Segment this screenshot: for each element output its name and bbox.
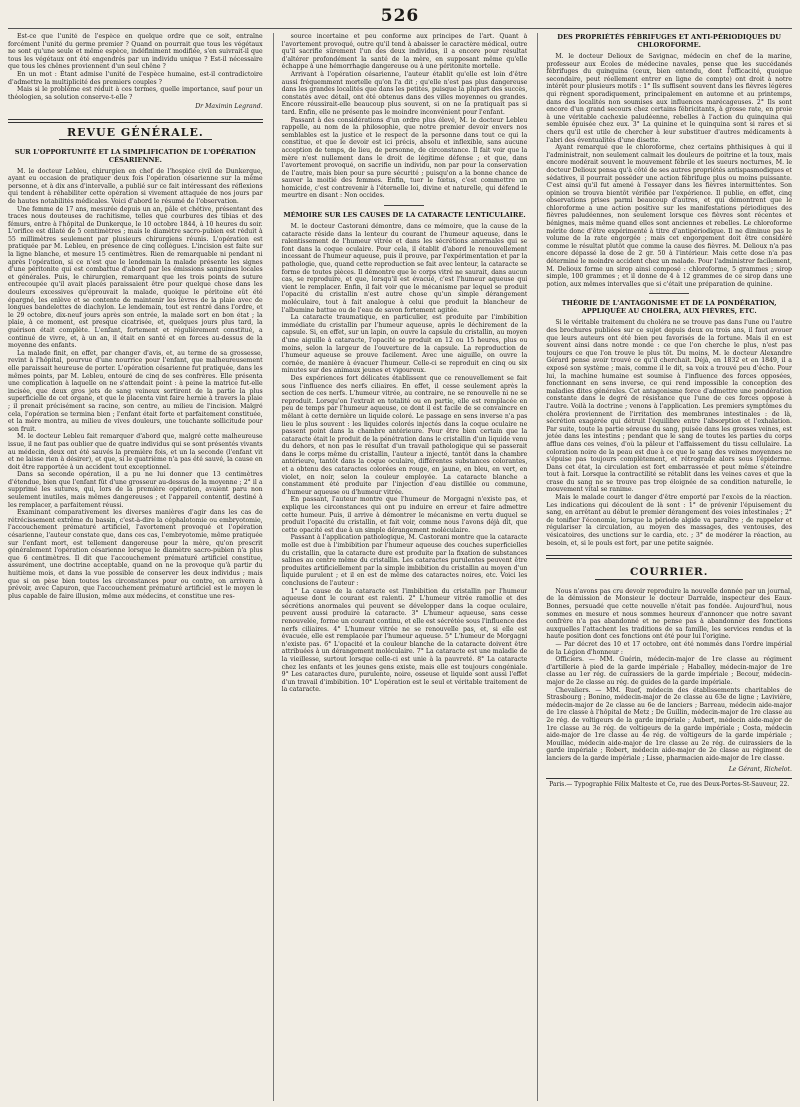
paragraph: Est-ce que l'unité de l'espèce en quelque ordre que ce soit, entraîne forcément l'unité du germe premier ? Quand on pourrait que tous les végétaux ne sont qu'une seule et même espèce, indéfiniment modifiée, s'en suivrait-il que tous les végétaux ont été engendrés par un individu unique ? Est-il nécessaire que tous les chênes proviennent d'un seul chêne ? xyxy=(8,33,263,71)
paragraph: Ayant remarqué que le chloroforme, chez certains phthisiques à qui il l'administrait, non seulement calmait les douleurs de poitrine et la toux, mais encore modérait souvent le mouvement fébrile et les sueurs nocturnes, M. le docteur Delioux pensa qu'à côté de ses autres propriétés antispasmodiques et sédatives, il pourrait posséder une action fébrifuge plus ou moins puissante. C'est ainsi qu'il fut amené à l'essayer dans les fièvres intermittentes. Son opinion se trouva bientôt vérifiée par l'expérience. Il publie, en effet, cinq observations prises parmi beaucoup d'autres, et qui démontrent que le chloroforme a une action positive sur les manifestations périodiques des fièvres paludéennes, non seulement lorsque ces fièvres sont récentes et bénignes, mais même quand elles sont anciennes et rebelles. Le chloroforme mérite donc d'être expérimenté à titre d'antipériodique. Il ne diminue pas le volume de la rate engorgée ; mais cet engorgement doit être considéré comme le résultat plutôt que comme la cause des fièvres. M. Delioux n'a pas encore dépassé la dose de 2 gr. 50 à l'intérieur. Mais cette dose n'a pas déterminé le moindre accident chez un malade. Pour l'administrer facilement, M. Delioux forme un sirop ainsi composé : chloroforme, 5 grammes ; sirop simple, 100 grammes ; et il donne de 4 à 12 grammes de ce sirop dans une potion, aux mêmes intervalles que si c'était une préparation de quinine. xyxy=(546,144,792,288)
paragraph: — Par décret des 10 et 17 octobre, ont été nommés dans l'ordre impérial de la Légion d'honneur : xyxy=(546,640,792,656)
paragraph: Mais si le problème est réduit à ces termes, quelle importance, sauf pour un théologien, sa solution conserve-t-elle ? xyxy=(8,86,263,101)
column-3 xyxy=(537,33,792,1101)
paragraph: Chevaliers. — MM. Ruef, médecin des établissements charitables de Strasbourg ; Bonino, médecin-major de 2e classe au 63e de ligne ; Lavivière, médecin-major de 2e classe au 6e de lanciers ; Barreau, médecin aide-major de 1re classe à l'hôpital de Metz ; De Guillin, médecin-major de 1re classe au 2e rég. de voltigeurs de la garde impériale ; Aubert, médecin aide-major de 1re classe au 3e rég. de voltigeurs de la garde impériale ; Costa, médecin aide-major de 1re classe au 4e rég. de voltigeurs de la garde impériale ; Mouillac, médecin aide-major de 1re classe au 2e rég. de cuirassiers de la garde impériale ; Robert, médecin aide-major de 2e classe au régiment de lanciers de la garde impériale ; Lisse, pharmacien aide-major de 1re classe. xyxy=(546,686,792,762)
separator-rule xyxy=(649,293,689,294)
paragraph: Passant à des considérations d'un ordre plus élevé, M. le docteur Lebleu rappelle, au nom de la philosophie, que notre premier devoir envers nos semblables est la justice et le respect de la personne dans tout ce qui la constitue, et que le devoir est ici précis, absolu et inflexible, sans aucune acception de temps, de lieu, de personne, de circonstance. Il fait voir que la mère n'est nullement dans le droit de légitime défense ; et que, dans l'avortement provoqué, on sacrifie un individu, non par pour la conservation de l'autre, mais bien pour sa pure sécurité ; puisqu'on a la bonne chance de sauver la moitié des femmes. Enfin, tuer le fœtus, c'est commettre un homicide, c'est contrevenir à l'éternelle loi, divine et naturelle, qui défend le meurtre en disant : Non occides. xyxy=(281,116,528,200)
article-title: THÉORIE DE L'ANTAGONISME ET DE LA PONDÉRATION, APPLIQUÉE AU CHOLÉRA, AUX FIÈVRES, ETC. xyxy=(561,299,777,316)
paragraph: Examinant comparativement les diverses manières d'agir dans les cas de rétrécissement extrême du bassin, c'est-à-dire la céphalotomie ou embryotomie, l'accouchement prématuré artificiel, l'avortement provoqué et l'opération césarienne, l'auteur constate que, dans ces cas, l'embryotomie, même pratiquée sur l'enfant mort, est tellement dangereuse pour la mère, qu'on prescrit généralement l'opération césarienne lorsque le diamètre sacro-pubien n'a plus que 6 centimètres. Il dit que l'accouchement prématuré artificiel constitue, assurément, une doctrine acceptable, quand on ne la provoque qu'à partir du huitième mois, et dans la vue possible de conserver les deux individus ; mais que si on pèse bien toutes les circonstances pour ou contre, on arrivera à prévoir, avec Capuron, que l'accouchement prématuré artificiel est le moyen le plus capable de faire illusion, même aux médecins, et constitue une res- xyxy=(8,509,263,600)
article-title: SUR L'OPPORTUNITÉ ET LA SIMPLIFICATION DE L'OPÉRATION CÉSARIENNE. xyxy=(14,147,256,164)
paragraph: Dans sa seconde opération, il a pu ne lui donner que 13 centimètres d'étendue, bien que l'enfant fût d'une grosseur au-dessus de la moyenne ; 2° il a supprimé les sutures, qui, lors de la première opération, avaient paru non seulement inutiles, mais mêmes dangereuses ; et l'appareil contentif, destiné à les remplacer, a parfaitement réussi. xyxy=(8,471,263,509)
paragraph: Des expériences fort délicates établissent que ce renouvellement se fait sous l'influence des nerfs ciliaires. En effet, il cesse seulement après la section de ces nerfs. L'humeur vitrée, au contraire, ne se renouvelle ni ne se reproduit. Lorsqu'on l'extrait en totalité ou en partie, elle est remplacée en peu de temps par l'humeur aqueuse, ce dont il est facile de se convaincre en mêlant à cette dernière un liquide coloré. Le passage en sens inverse n'a pas lieu le plus souvent : les liquides colorés injectés dans la coque oculaire ne passent point dans la chambre antérieure. Pour être bien certain que la cataracte était le produit de la pénétration dans le cristallin d'un liquide venu du dehors, et non pas le résultat d'un travail pathologique qui se passerait dans le corps même du cristallin, l'auteur a injecté, tantôt dans la chambre antérieure, tantôt dans la coque oculaire, différentes substances colorantes, et a obtenu des cataractes colorées en rouge, en jaune, en bleu, en vert, en violet, en noir, selon la couleur employée. La cataracte blanche a constamment été produite par l'injection d'eau distillée ou commune, d'humeur aqueuse ou d'humeur vitrée. xyxy=(281,374,528,496)
paragraph: En un mot : Étant admise l'unité de l'espèce humaine, est-il contradictoire d'admettre la multiplicité des premiers couples ? xyxy=(8,70,263,86)
paragraph: M. le docteur Lebleu fait remarquer d'abord que, malgré cette malheureuse issue, il ne faut pas oublier que de quatre individus qui se sont présentés vivants au médecin, deux ont été sauvés la première fois, et un la seconde (l'enfant vit et ne laisse rien à désirer), et que, si le quatrième n'a pas été sauvé, la cause en doit être rapportée à un accident tout exceptionnel. xyxy=(8,433,263,471)
paragraph: En passant, l'auteur montre que l'humeur de Morgagni n'existe pas, et explique les circonstances qui ont pu induire en erreur et faire admettre cette humeur. Puis, il arrive à démontrer le mécanisme en vertu duquel se produit l'opacité du cristallin, et fait voir, comme nous l'avons déjà dit, que cette opacité est due à un simple dérangement moléculaire. xyxy=(281,496,528,534)
printer-imprint: Paris.— Typographie Félix Malteste et Ce, rue des Deux-Portes-St-Sauveur, 22. xyxy=(546,778,792,789)
double-rule xyxy=(8,119,263,123)
paragraph: La malade finit, en effet, par changer d'avis, et, au terme de sa grossesse, revint à l'hôpital, pourvue d'une nourrice pour l'enfant, que malheureusement elle paraissait heureuse de porter. L'opération césarienne fut pratiquée, dans les mêmes points, par M. Lebleu, entouré de cinq de ses confrères. Elle présenta une complication à laquelle on ne s'attendait point : à peine la matrice fut-elle incisée, que deux gros jets de sang veineux sortirent de la partie la plus superficielle de cet organe, et que le placenta vint faire hernie à travers la plaie ; il prenait précisément sa racine, son centre, au milieu de l'incision. Malgré cela, l'opération se termina bien ; l'enfant était forte et parfaitement constituée, et la mère montra, au milieu de vives douleurs, une touchante sollicitude pour son fruit. xyxy=(8,349,263,433)
courrier-title: COURRIER. xyxy=(629,566,709,579)
signature: Dr Maximin Legrand. xyxy=(195,103,263,111)
paragraph: Mais le malade court le danger d'être emporté par l'excès de la réaction. Les indications qui découlent de là sont : 1° de prévenir l'épuisement du sang, en arrêtant au début le premier dérangement des voies intestinales ; 2° de tonifier l'économie, lorsque la période algide va paraître ; de rappeler et régulariser la circulation, au moyen des massages, des ventouses, des vésicatoires, des unctions sur le cardia, etc. ; 3° de modérer la réaction, au besoin, et, si le pouls est fort, par une petite saignée. xyxy=(546,494,792,547)
paragraph: Passant à l'application pathologique, M. Castorani montre que la cataracte molle est due à l'imbibition par l'humeur aqueuse des couches superficielles du cristallin, que la cataracte dure est produite par la fixation de substances salines au centre même du cristallin. Les cataractes purulentes peuvent être produites artificiellement par la simple imbibition du cristallin au moyen d'un liquide purulent ; et il en est de même des cataractes noires, etc. Voici les conclusions de l'auteur : xyxy=(281,534,528,587)
paragraph: 1° La cause de la cataracte est l'imbibition du cristallin par l'humeur aqueuse dont le courant est ralenti. 2° L'humeur vitrée ramollie et des sécrétions anormales qui peuvent se développer dans la coque oculaire, peuvent aussi produire la cataracte. 3° L'humeur aqueuse, sans cesse renouvelée, forme un courant continu, et elle est sécrétée sous l'influence des nerfs ciliaires. 4° L'humeur vitrée ne se renouvelle pas, et, si elle est évacuée, elle est remplacée par l'humeur aqueuse. 5° L'humeur de Morgagni n'existe pas. 6° L'opacité et la couleur blanche de la cataracte doivent être attribuées à un dérangement moléculaire. 7° La cataracte est une maladie de la vieillesse, surtout lorsque celle-ci est unie à la pauvreté. 8° La cataracte chez les enfants et les jeunes gens existe, mais elle est toujours congéniale. 9° Les cataractes dure, purulente, noire, osseuse et liquide sont aussi l'effet d'un travail d'imbibition. 10° L'opération est le seul et véritable traitement de la cataracte. xyxy=(281,587,528,694)
paragraph: Arrivant à l'opération césarienne, l'auteur établit qu'elle est loin d'être aussi fréquemment mortelle qu'on l'a dit ; qu'elle n'est pas plus dangereuse dans les grandes localités que dans les petites, puisque la plupart des succès, constatés avec détail, ont été obtenus dans des villes moyennes ou grandes. Encore réussirait-elle beaucoup plus souvent, si on ne la pratiquait pas si tard. Enfin, elle ne présente pas le moindre inconvénient pour l'enfant. xyxy=(281,70,528,116)
section-title: REVUE GÉNÉRALE. xyxy=(66,125,204,139)
paragraph: source incertaine et peu conforme aux principes de l'art. Quant à l'avortement provoqué, outre qu'il tend à abaisser le caractère médical, outre qu'il sacrifie sûrement l'un des deux individus, il a encore pour résultat d'altérer profondément la santé de la mère, en supposant même qu'elle échappe à une hémorrhagie dangereuse ou à une péritonite mortelle. xyxy=(281,33,528,71)
column-2 xyxy=(273,33,528,1101)
column-1 xyxy=(8,33,263,1101)
paragraph: Une femme de 17 ans, mesurée depuis un an, pâle et chétive, présentant des traces nous douteuses de rachitisme, telles que courbures des tibias et des fémurs, entre à l'hôpital de Dunkerque, le 10 octobre 1844, à 10 heures du soir. L'orifice est dilaté de 5 centimètres ; mais le diamètre sacro-pubien est réduit à 55 millimètres seulement par plusieurs chirurgiens réunis. L'opération est pratiquée par M. Lebleu, en présence de cinq collègues. L'incision est faite sur la ligne blanche, et mesure 15 centimètres. Rien de remarquable ni pendant ni après l'opération, si ce n'est que le lendemain la malade présente les signes d'une péritonite qui est combattue d'abord par les émissions sanguines locales et générales. Puis, le chirurgien, remarquant que les trois points de suture entrecoupée qu'il avait placés paraissaient être pour quelque chose dans les douleurs excessives qu'éprouvait la malade, quoique le péritoine eût été épargné, les enlève et se contente de maintenir les lèvres de la plaie avec de longues bandelettes de diachylon. Le lendemain, tout est rentré dans l'ordre, et le 29 octobre, dix-neuf jours après son entrée, la malade sort en bon état ; la plaie, à ce moment, est presque cicatrisée, et, quelques jours plus tard, la guérison était complète. L'enfant, fortement et régulièrement constitué, a continué de vivre, et, à un an, il était en santé et en forces au-dessus de la moyenne des enfants. xyxy=(8,205,263,350)
columns xyxy=(8,33,792,1101)
paragraph: M. le docteur Castorani démontre, dans ce mémoire, que la cause de la cataracte réside dans la lenteur du courant de l'humeur aqueuse, dans le ralentissement de l'humeur vitrée et dans les sécrétions anormales qui se font dans la coque oculaire. Pour cela, il établit d'abord le renouvellement incessant de l'humeur aqueuse, puis il prouve, par l'expérimentation et par la pathologie, que, quand cette reproduction se fait avec lenteur, la cataracte se forme de toutes pièces. Il démontre que le corps vitré ne saurait, dans aucun cas, se reproduire, et que, lorsqu'il est évacué, c'est l'humeur aqueuse qui vient le remplacer. Enfin, il fait voir que le mécanisme par lequel se produit l'opacité du cristallin n'est autre chose qu'un simple dérangement moléculaire, tout à fait analogue à celui que produit la blancheur de l'albumine battue ou de l'eau de savon fortement agitée. xyxy=(281,223,528,314)
separator-rule xyxy=(384,205,424,206)
header-rule xyxy=(8,28,792,29)
paragraph: La cataracte traumatique, en particulier, est produite par l'imbibition immédiate du cristallin par l'humeur aqueuse, après le déchirement de la capsule. Si, en effet, sur un lapin, on ouvre la capsule du cristallin, au moyen d'une aiguille à cataracte, l'opacité se produit en 12 ou 15 heures, plus ou moins, selon la largeur de l'ouverture de la capsule. La reproduction de l'humeur aqueuse se prouve facilement. Avec une aiguille, on ouvre la cornée, de manière à évacuer l'humeur. Celle-ci se reproduit en cinq ou six minutes sur des animaux jeunes et vigoureux. xyxy=(281,314,528,375)
gerant-signature: Le Gérant, Richelot. xyxy=(728,766,792,774)
paragraph: M. le docteur Delioux de Savignac, médecin en chef de la marine, professeur aux Écoles de médecine navales, pense que les succédanés fébrifuges du quinquina (ceux, bien entendu, dont l'efficacité, quoique secondaire, peut réellement entrer en ligne de compte) ont droit à notre intérêt pour plusieurs motifs : 1° Ils suffisent souvent dans les fièvres légères qui règnent sporadiquement, principalement en automne et au printemps, dans des localités non soumises aux influences marécageuses. 2° Ils sont encore d'un grand secours chez certains fébricitants, à grosse rate, en proie à une véritable cachexie paludéenne, rebelles à l'action du quinquina qui semble épuisée chez eux. 3° La quinine et le quinquina sont si rares et si chers qu'il est utile de chercher à leur substituer d'autres médicaments à l'abri des éventualités d'une disette. xyxy=(546,53,792,144)
paragraph: M. le docteur Lebleu, chirurgien en chef de l'hospice civil de Dunkerque, ayant eu occasion de pratiquer deux fois l'opération césarienne sur la même personne, et à dix ans d'intervalle, a publié sur ce fait intéressant des réflexions qui tendent à réhabiliter cette opération si vivement attaquée de nos jours par de hautes notabilités médicales. Voici d'abord le résumé de l'observation. xyxy=(8,167,263,205)
paragraph: Si le véritable traitement du choléra ne se trouve pas dans l'une ou l'autre des brochures publiées sur ce sujet depuis deux ou trois ans, il faut avouer que leurs auteurs ont été bien peu favorisés de la fortune. Mais il en est souvent ainsi dans notre monde : ce que l'on cherche le plus, n'est pas toujours ce que l'on trouve le plus tôt. Du moins, M. le docteur Alexandre Gérard pense avoir trouvé ce qu'il cherchait. Déjà, en 1832 et en 1849, il a exposé son système ; mais, comme il le dit, sa voix a trouvé peu d'écho. Pour lui, la machine humaine est soumise à l'influence des forces opposées, fonctionnant en sens inverse, ce qui rend impossible la conception des maladies dites générales. Cet antagonisme force d'admettre une pondération constante dans le degré de résistance que l'une de ces forces oppose à l'autre. Voilà la doctrine ; venons à l'application. Les premiers symptômes du choléra proviennent de l'irritation des membranes intestinales : de là, sécrétion exagérée qui détruit l'équilibre entre l'absorption et l'exhalation. Par suite, toute la partie séreuse du sang, puisée dans les grosses veines, est jetée dans les intestins ; pendant que le sang de toutes les parties du corps afflue dans ces veines, d'où la pâleur et l'affaissement du tissu cellulaire. La coloration noire de la peau est due à ce que le sang des veines moyennes ne s'épuise pas toujours complètement, et rétrograde alors sous l'épiderme. Dans cet état, la circulation est fort embarrassée et peut même s'éteindre tout à fait. Lorsque la contractilité se rétablit dans les veines caves et que la crase du sang ne se trouve pas trop éloignée de sa condition naturelle, le mouvement vital se ranime. xyxy=(546,319,792,494)
section-rule xyxy=(595,579,742,580)
article-title: MÉMOIRE SUR LES CAUSES DE LA CATARACTE LENTICULAIRE. xyxy=(283,211,526,220)
page-number: 526 xyxy=(380,6,420,26)
double-rule xyxy=(546,555,792,559)
paragraph: Officiers. — MM. Guérin, médecin-major de 1re classe au régiment d'artillerie à pied de la garde impériale ; Haballey, médecin-major de 1re classe au 1er rég. de cuirassiers de la garde impériale ; Becour, médecin-major de 2e classe au rég. de guides de la garde impériale. xyxy=(546,656,792,686)
paragraph: Nous n'avons pas cru devoir reproduire la nouvelle donnée par un journal, de la démission de Monsieur le docteur Darralde, inspecteur des Eaux-Bonnes, persuadé que cette nouvelle n'était pas fondée. Aujourd'hui, nous sommes en mesure et nous sommes heureux d'annoncer que notre savant confrère n'a pas abandonné et ne pense pas à abandonner des fonctions auxquelles l'attachent les traditions de sa famille, les services rendus et la haute position dont ces fonctions ont été pour lui l'origine. xyxy=(546,587,792,641)
article-title: DES PROPRIÉTÉS FÉBRIFUGES ET ANTI-PÉRIODIQUES DU CHLOROFORME. xyxy=(557,33,782,49)
